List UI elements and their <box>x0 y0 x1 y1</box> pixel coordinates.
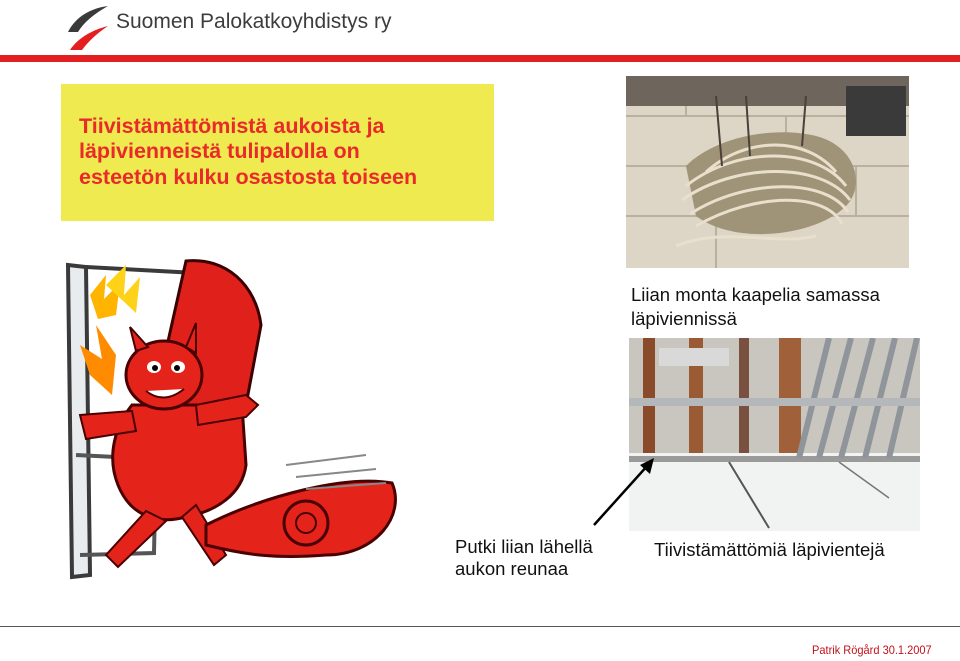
slide-title-box <box>61 84 494 221</box>
pointer-arrow-icon <box>590 455 660 530</box>
caption-cables-line-2: läpiviennissä <box>631 307 737 329</box>
caption-pipe-line-2: aukon reunaa <box>455 558 569 580</box>
fire-devil-illustration <box>46 255 408 595</box>
caption-pipe-line-1: Putki liian lähellä <box>455 536 593 557</box>
caption-cables-line-1: Liian monta kaapelia samassa <box>631 284 880 305</box>
footer-divider <box>0 626 960 627</box>
title-line-1: Tiivistämättömistä aukoista ja <box>79 114 385 138</box>
caption-unsealed-penetrations: Tiivistämättömiä läpivientejä <box>654 539 885 560</box>
title-line-3: esteetön kulku osastosta toiseen <box>79 164 418 189</box>
slide-title <box>79 114 478 190</box>
caption-too-many-cables <box>631 283 880 330</box>
organization-name: Suomen Palokatkoyhdistys ry <box>116 10 392 33</box>
footer-author-date: Patrik Rögård 30.1.2007 <box>812 643 932 657</box>
header-divider <box>0 55 960 62</box>
cable-photo <box>626 76 909 268</box>
title-line-2: läpivienneistä tulipalolla on <box>79 139 360 164</box>
logo-swoosh-icon <box>62 2 112 52</box>
caption-pipe-near-edge <box>455 536 593 580</box>
pipe-photo <box>629 338 920 531</box>
